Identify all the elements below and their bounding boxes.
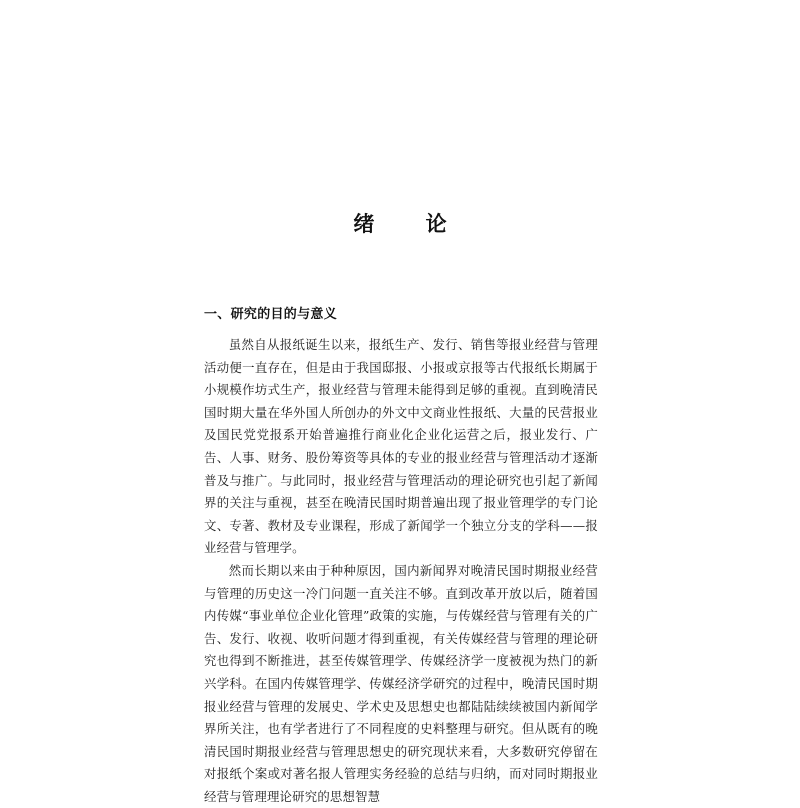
chapter-title: 绪 论: [353, 212, 469, 236]
paragraph-2: 然而长期以来由于种种原因，国内新闻界对晚清民国时期报业经营与管理的历史这一冷门问题一直关注不够。直到改革开放以后，随着国内传媒“事业单位企业化管理”政策的实施，与传媒经营与管理有关的广告、发行、收视、收听问题才得到重视，有关传媒经营与管理的理论研究也得到不断推进，甚至传媒管理学、传媒经济学一度被视为热门的新兴学科。在国内传媒管理学、传媒经济学研究的过程中，晚清民国时期报业经营与管理的发展史、学术史及思想史也都陆陆续续被国内新闻学界所关注，也有学者进行了不同程度的史料整理与研究。但从既有的晚清民国时期报业经营与管理思想史的研究现状来看，大多数研究停留在对报纸个案或对著名报人管理实务经验的总结与归纳，而对同时期报业经营与管理理论研究的思想智慧: [204, 562, 598, 804]
body-text: [204, 334, 598, 808]
paragraph-1: 虽然自从报纸诞生以来，报纸生产、发行、销售等报业经营与管理活动便一直存在，但是由于我国邸报、小报或京报等古代报纸长期属于小规模作坊式生产，报业经营与管理未能得到足够的重视。直到晚清民国时期大量在华外国人所创办的外文中文商业性报纸、大量的民营报业及国民党党报系开始普遍推行商业化企业化运营之后，报业发行、广告、人事、财务、股份筹资等具体的专业的报业经营与管理活动才逐渐普及与推广。与此同时，报业经营与管理活动的理论研究也引起了新闻界的关注与重视，甚至在晚清民国时期普遍出现了报业管理学的专门论文、专著、教材及专业课程，形成了新闻学一个独立分支的学科——报业经营与管理学。: [204, 337, 598, 556]
section-heading: 一、研究的目的与意义: [204, 307, 338, 322]
